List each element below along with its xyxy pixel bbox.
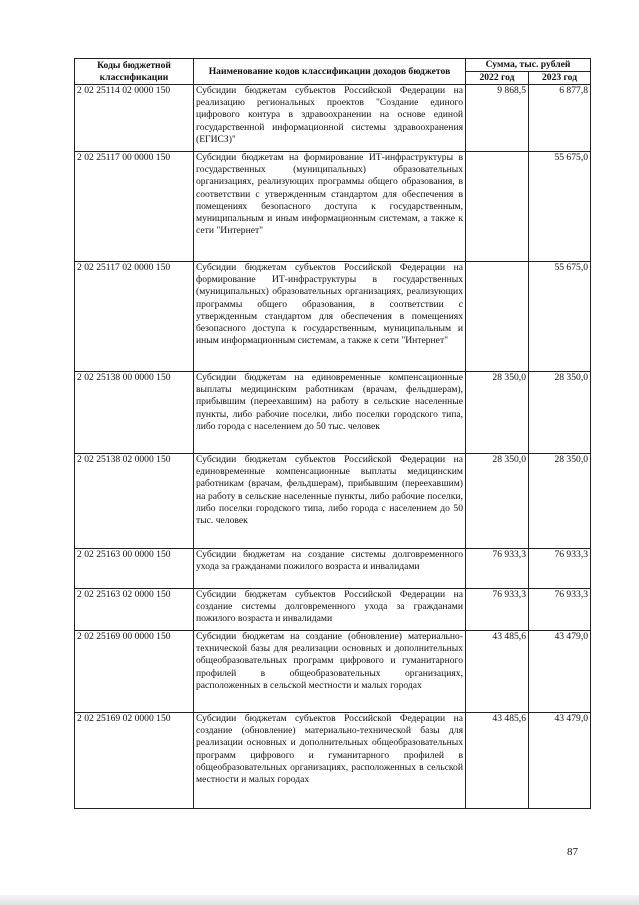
header-year-2022: 2022 год bbox=[466, 72, 529, 85]
row-code: 2 02 25138 00 0000 150 bbox=[75, 372, 194, 454]
page-edge-shadow bbox=[0, 895, 639, 905]
row-name: Субсидии бюджетам на создание системы долговременного ухода за гражданами пожилого возраста и инвалидами bbox=[194, 549, 466, 589]
page-number: 87 bbox=[567, 846, 578, 858]
row-name: Субсидии бюджетам на создание (обновление) материально-технической базы для реализации основных и дополнительных общеобразовательных программ цифрового и гуманитарного профилей в общеобразовательных организациях, расположенных в сельской местности и малых городах bbox=[194, 631, 466, 713]
table-row bbox=[75, 589, 591, 631]
row-value-2023: 28 350,0 bbox=[529, 454, 591, 549]
table-row bbox=[75, 372, 591, 454]
row-value-2023: 6 877,8 bbox=[529, 85, 591, 152]
table-row bbox=[75, 549, 591, 589]
header-sum: Сумма, тыс. рублей bbox=[466, 59, 591, 72]
row-name: Субсидии бюджетам на единовременные компенсационные выплаты медицинским работникам (врачам, фельдшерам), прибывшим (переехавшим) на работу в сельские населенные пункты, либо рабочие поселки, либо поселки городского типа, либо города с населением до 50 тыс. человек bbox=[194, 372, 466, 454]
header-year-2023: 2023 год bbox=[529, 72, 591, 85]
row-value-2022 bbox=[466, 262, 529, 372]
row-name: Субсидии бюджетам субъектов Российской Федерации на формирование ИТ-инфраструктуры в государственных (муниципальных) образовательных организациях, реализующих программы общего образования, в соответствии с утвержденным стандартом для обеспечения в помещениях безопасного доступа к государственным, муниципальным и иным информационным системам, а также к сети "Интернет" bbox=[194, 262, 466, 372]
row-value-2022: 28 350,0 bbox=[466, 372, 529, 454]
row-value-2022 bbox=[466, 152, 529, 262]
table-header-row bbox=[75, 59, 591, 72]
row-value-2023: 43 479,0 bbox=[529, 713, 591, 809]
table-row bbox=[75, 631, 591, 713]
row-value-2023: 28 350,0 bbox=[529, 372, 591, 454]
table-row bbox=[75, 85, 591, 152]
row-name: Субсидии бюджетам на формирование ИТ-инфраструктуры в государственных (муниципальных) образовательных организациях, реализующих программы общего образования, в соответствии с утвержденным стандартом для обеспечения в помещениях безопасного доступа к государственным, муниципальным и иным информационным системам, а также к сети "Интернет" bbox=[194, 152, 466, 262]
row-name: Субсидии бюджетам субъектов Российской Федерации на создание (обновление) материально-технической базы для реализации основных и дополнительных общеобразовательных программ цифрового и гуманитарного профилей в общеобразовательных организациях, расположенных в сельской местности и малых городах bbox=[194, 713, 466, 809]
row-code: 2 02 25163 02 0000 150 bbox=[75, 589, 194, 631]
row-code: 2 02 25114 02 0000 150 bbox=[75, 85, 194, 152]
header-names: Наименование кодов классификации доходов бюджетов bbox=[194, 59, 466, 85]
row-code: 2 02 25138 02 0000 150 bbox=[75, 454, 194, 549]
header-codes: Коды бюджетной классификации bbox=[75, 59, 194, 85]
row-value-2023: 76 933,3 bbox=[529, 549, 591, 589]
row-name: Субсидии бюджетам субъектов Российской Федерации на реализацию региональных проектов "Создание единого цифрового контура в здравоохранении на основе единой государственной информационной системы здравоохранения (ЕГИСЗ)" bbox=[194, 85, 466, 152]
row-value-2022: 76 933,3 bbox=[466, 549, 529, 589]
row-name: Субсидии бюджетам субъектов Российской Федерации на единовременные компенсационные выплаты медицинским работникам (врачам, фельдшерам), прибывшим (переехавшим) на работу в сельские населенные пункты, либо рабочие поселки, либо поселки городского типа, либо города с населением до 50 тыс. человек bbox=[194, 454, 466, 549]
row-value-2023: 55 675,0 bbox=[529, 152, 591, 262]
row-code: 2 02 25163 00 0000 150 bbox=[75, 549, 194, 589]
row-code: 2 02 25117 00 0000 150 bbox=[75, 152, 194, 262]
row-value-2023: 76 933,3 bbox=[529, 589, 591, 631]
row-code: 2 02 25169 00 0000 150 bbox=[75, 631, 194, 713]
row-value-2022: 28 350,0 bbox=[466, 454, 529, 549]
table-row bbox=[75, 152, 591, 262]
row-value-2022: 9 868,5 bbox=[466, 85, 529, 152]
row-value-2023: 55 675,0 bbox=[529, 262, 591, 372]
row-name: Субсидии бюджетам субъектов Российской Федерации на создание системы долговременного ухода за гражданами пожилого возраста и инвалидами bbox=[194, 589, 466, 631]
table-row bbox=[75, 713, 591, 809]
row-code: 2 02 25169 02 0000 150 bbox=[75, 713, 194, 809]
row-value-2022: 43 485,6 bbox=[466, 631, 529, 713]
table-row bbox=[75, 454, 591, 549]
budget-income-table bbox=[74, 58, 591, 809]
row-value-2022: 76 933,3 bbox=[466, 589, 529, 631]
row-value-2023: 43 479,0 bbox=[529, 631, 591, 713]
row-value-2022: 43 485,6 bbox=[466, 713, 529, 809]
table-row bbox=[75, 262, 591, 372]
row-code: 2 02 25117 02 0000 150 bbox=[75, 262, 194, 372]
